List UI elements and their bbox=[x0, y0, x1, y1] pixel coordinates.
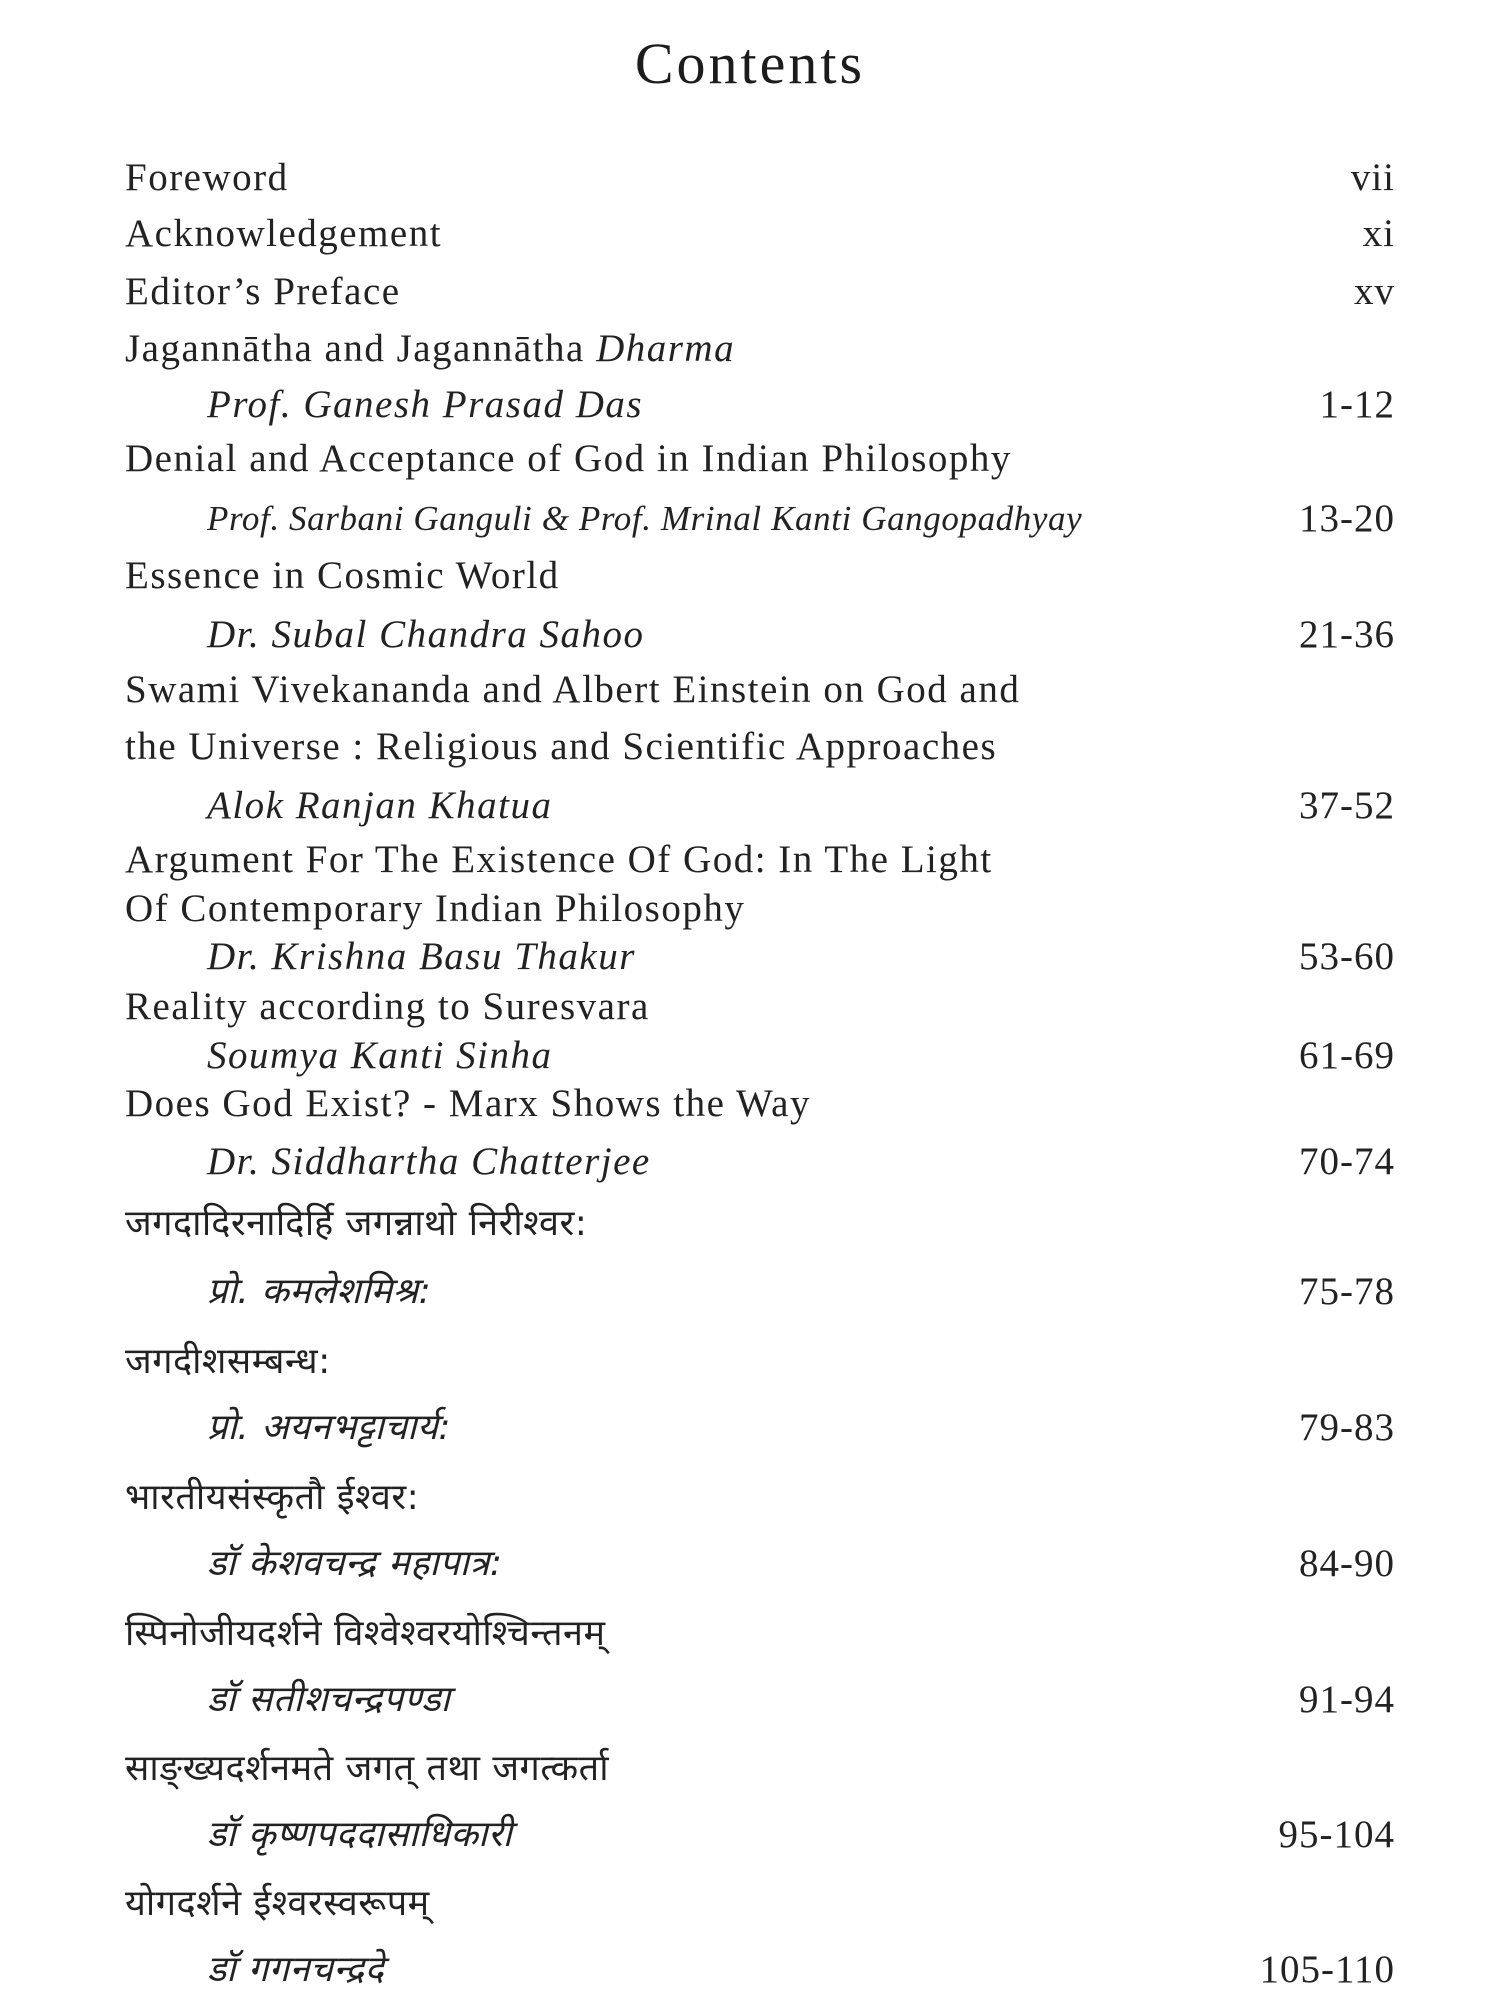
toc-entry-page: 95-104 bbox=[1278, 1813, 1395, 1856]
toc-entry-title: Swami Vivekananda and Albert Einstein on God and bbox=[125, 668, 1021, 711]
toc-entry-title: Argument For The Existence Of God: In The Light bbox=[125, 838, 993, 881]
toc-entry-page: vii bbox=[1350, 156, 1395, 199]
toc-entry-author: डॉ गगनचन्द्रदे bbox=[207, 1949, 385, 1990]
toc-entry-page: 1-12 bbox=[1319, 383, 1395, 426]
toc-entry-title: जगदीशसम्बन्ध: bbox=[125, 1341, 331, 1382]
toc-entry-title: Essence in Cosmic World bbox=[125, 554, 560, 597]
toc-entry-author: Prof. Ganesh Prasad Das bbox=[207, 383, 644, 426]
toc-entry-author: प्रो. अयनभट्टाचार्य: bbox=[207, 1407, 451, 1448]
toc-entry-author: Soumya Kanti Sinha bbox=[207, 1034, 553, 1077]
toc-entry-author: प्रो. कमलेशमिश्र: bbox=[207, 1271, 432, 1312]
toc-entry-title: Does God Exist? - Marx Shows the Way bbox=[125, 1082, 811, 1125]
toc-entry-title: Denial and Acceptance of God in Indian Philosophy bbox=[125, 437, 1012, 480]
toc-entry-title: Editor’s Preface bbox=[125, 270, 401, 313]
toc-entry-author: Prof. Sarbani Ganguli & Prof. Mrinal Kanti Gangopadhyay bbox=[207, 499, 1083, 538]
page-title: Contents bbox=[634, 31, 866, 96]
toc-entry-title-line2: the Universe : Religious and Scientific Approaches bbox=[125, 725, 998, 768]
toc-entry-page: xv bbox=[1354, 270, 1395, 313]
toc-entry-page: 84-90 bbox=[1299, 1542, 1395, 1585]
toc-entry-page: 53-60 bbox=[1299, 935, 1395, 978]
toc-entry-page: 13-20 bbox=[1299, 497, 1395, 540]
toc-entry-title: Reality according to Suresvara bbox=[125, 985, 650, 1028]
toc-entry-page: 37-52 bbox=[1299, 784, 1395, 827]
toc-entry-page: xi bbox=[1362, 212, 1395, 255]
toc-title-text: Jagannātha and Jagannātha bbox=[125, 327, 597, 370]
toc-title-emphasis: Dharma bbox=[596, 327, 736, 370]
toc-entry-author: डॉ सतीशचन्द्रपण्डा bbox=[207, 1679, 451, 1720]
toc-entry-title: साङ्ख्यदर्शनमते जगत् तथा जगत्कर्ता bbox=[125, 1748, 610, 1789]
toc-entry-title: जगदादिरनादिर्हि जगन्नाथो निरीश्वर: bbox=[125, 1203, 588, 1244]
toc-entry-author: Dr. Subal Chandra Sahoo bbox=[207, 613, 645, 656]
toc-entry-page: 75-78 bbox=[1299, 1270, 1395, 1313]
toc-entry-author: डॉ केशवचन्द्र महापात्र: bbox=[207, 1543, 503, 1584]
toc-entry-title: भारतीयसंस्कृतौ ईश्वर: bbox=[125, 1477, 420, 1518]
toc-entry-title: स्पिनोजीयदर्शने विश्वेश्वरयोश्चिन्तनम् bbox=[125, 1613, 606, 1654]
toc-entry-page: 105-110 bbox=[1259, 1948, 1395, 1991]
toc-entry-author: डॉ कृष्णपददासाधिकारी bbox=[207, 1814, 513, 1855]
toc-entry-title: योगदर्शने ईश्वरस्वरूपम् bbox=[125, 1883, 430, 1924]
toc-entry-page: 79-83 bbox=[1299, 1406, 1395, 1449]
toc-entry-title: Acknowledgement bbox=[125, 212, 443, 255]
toc-entry-author: Dr. Siddhartha Chatterjee bbox=[207, 1140, 651, 1183]
toc-entry-page: 61-69 bbox=[1299, 1034, 1395, 1077]
toc-entry-title bbox=[125, 325, 1395, 373]
toc-entry-page: 70-74 bbox=[1299, 1140, 1395, 1183]
toc-entry-title-line2: Of Contemporary Indian Philosophy bbox=[125, 887, 746, 930]
toc-entry-title: Foreword bbox=[125, 156, 289, 199]
toc-entry-author: Dr. Krishna Basu Thakur bbox=[207, 935, 636, 978]
toc-entry-page: 91-94 bbox=[1299, 1678, 1395, 1721]
toc-entry-author: Alok Ranjan Khatua bbox=[207, 784, 553, 827]
toc-entry-page: 21-36 bbox=[1299, 613, 1395, 656]
